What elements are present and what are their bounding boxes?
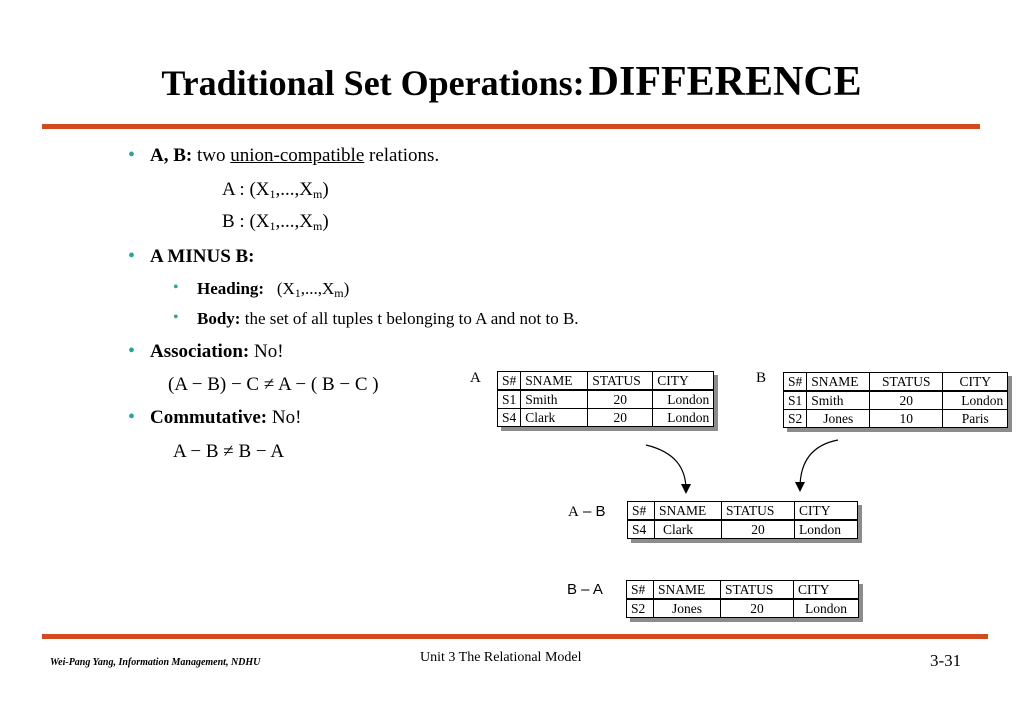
cell: S4 [498,409,521,427]
header-cell: SNAME [807,373,870,392]
bullet-dot: • [128,340,136,362]
commutative-text: No! [271,407,302,428]
sub-heading-end: ) [343,279,350,298]
cell: 20 [722,520,795,539]
table-a-minus-b-label [568,503,606,521]
header-cell: CITY [943,373,1008,392]
association-text: No! [253,341,284,362]
schema-a-pre: A : (X [222,179,270,200]
bullet-ab-pre: two [196,145,226,166]
union-compatible-term: union-compatible [230,145,365,166]
schema-a-subm: m [312,187,323,201]
bullet-dot: • [128,245,136,267]
bullet-ab-label: A, B: [150,145,193,166]
cell: London [653,390,714,409]
cell: Clark [655,520,722,539]
sub-heading-sub1: 1 [294,286,301,300]
table-b-minus-a-label: B – A [567,581,603,598]
cell: London [943,391,1008,410]
cell: S4 [628,520,655,539]
footer-rule [42,634,988,639]
sub-body-text: the set of all tuples t belonging to A and not to B. [244,309,579,328]
label-a: A [568,504,579,520]
cell: Jones [654,599,721,618]
header-cell: SNAME [655,502,722,521]
sub-heading-mid: ,...,X [300,279,335,298]
header-cell: STATUS [722,502,795,521]
header-cell: S# [627,581,654,600]
schema-a-end: ) [322,179,329,200]
table-b-minus-a [626,580,859,618]
sub-heading-subm: m [334,286,344,300]
association-expression: (A − B) − C ≠ A − ( B − C ) [168,374,379,395]
commutative-label: Commutative: [150,407,268,428]
header-cell: STATUS [588,372,653,391]
cell: 20 [721,599,794,618]
commutative-expression: A − B ≠ B − A [173,441,285,462]
schema-a-mid: ,...,X [275,179,313,200]
header-cell: CITY [653,372,714,391]
cell: Jones [807,410,870,428]
sub-heading-label: Heading: [197,279,265,298]
cell: S2 [784,410,807,428]
header-cell: S# [628,502,655,521]
cell: 10 [870,410,943,428]
cell: London [795,520,858,539]
footer-page-number: 3-31 [930,651,962,670]
cell: Clark [521,409,588,427]
header-cell: S# [784,373,807,392]
cell: London [653,409,714,427]
label-b: B [595,503,606,520]
arrow-a-to-result [646,445,686,490]
bullet-dot: • [173,309,179,326]
label-minus: – [578,503,596,520]
header-cell: STATUS [870,373,943,392]
footer-author: Wei-Pang Yang, Information Management, NDHU [50,657,261,668]
sub-body-label: Body: [197,309,241,328]
header-cell: SNAME [521,372,588,391]
table-a-label: A [470,370,481,386]
table-header-row [628,502,858,521]
header-cell: S# [498,372,521,391]
header-cell: STATUS [721,581,794,600]
bullet-dot: • [173,279,179,296]
schema-b-subm: m [312,219,323,233]
cell: Smith [521,390,588,409]
title-operation: DIFFERENCE [588,59,862,105]
bullet-minus-label: A MINUS B: [150,246,255,267]
bullet-ab-post: relations. [369,145,440,166]
cell: 20 [588,390,653,409]
cell: 20 [870,391,943,410]
cell: S1 [784,391,807,410]
cell: Smith [807,391,870,410]
footer-unit: Unit 3 The Relational Model [420,650,582,665]
bullet-dot: • [128,406,136,428]
header-cell: CITY [794,581,859,600]
cell: S2 [627,599,654,618]
header-cell: CITY [795,502,858,521]
schema-b-end: ) [322,211,329,232]
cell: 20 [588,409,653,427]
association-label: Association: [150,341,250,362]
table-row [628,520,858,539]
schema-b-mid: ,...,X [275,211,313,232]
table-a-minus-b [627,501,858,539]
table-header-row [627,581,859,600]
sub-heading-pre: (X [276,279,295,298]
title-main: Traditional Set Operations: [161,63,585,103]
cell: London [794,599,859,618]
table-row [627,599,859,618]
arrow-b-to-result [800,440,838,488]
schema-b-sub1: 1 [269,219,276,233]
schema-b-pre: B : (X [222,211,270,232]
header-cell: SNAME [654,581,721,600]
table-b-label: B [756,370,767,386]
cell: Paris [943,410,1008,428]
schema-a-sub1: 1 [269,187,276,201]
cell: S1 [498,390,521,409]
bullet-dot: • [128,144,136,166]
